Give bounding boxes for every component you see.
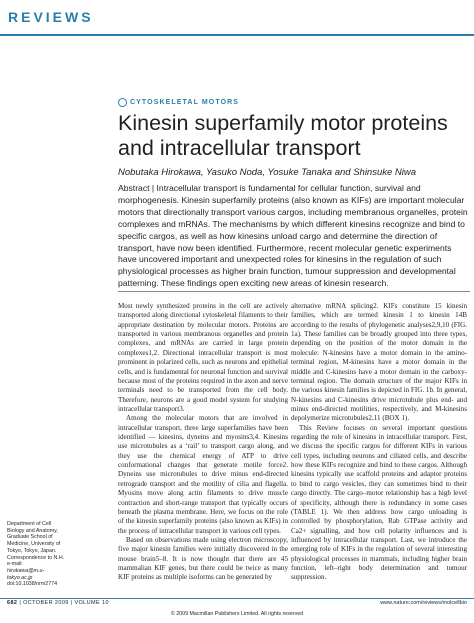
correspondence: Correspondence to N.H. e-mail: xyxy=(7,554,65,568)
author-affiliation-note xyxy=(7,521,67,588)
paragraph: This Review focuses on several important questions regarding the role of kinesins in intracellular transport. First, we discuss the specific cargos for different KIFs in various cell types, including neurons and ciliated cells, and describe how these KIFs recognize and bind to these cargos. Although kinesins typically use scaffold proteins and adaptor proteins to bind to cargo vesicles, they can sometimes bind to their cargo directly. The cargo–motor relationship has a high level of specificity, although there is redundancy in some cases (TABLE 1). We then address how cargo unloading is controlled by phosphorylation, Rab GTPase activity and Ca2+ signalling, and how cell polarity influences and is influenced by intracellular transport. Last, we introduce the emerging role of KIFs in the regulation of several interesting physiological processes in mammals, including higher brain function, left–right body determination and tumour suppression. xyxy=(291,423,467,582)
journal-url[interactable]: www.nature.com/reviews/molcellbio xyxy=(380,600,467,606)
paragraph: Most newly synthesized proteins in the cell are actively transported along directional cytoskeletal filaments to their appropriate destination by molecular motors. Proteins are transported in various membranous organelles and protein complexes, and mRNAs are carried in large protein complexes1,2. Directional intracellular transport is most prominent in polarized cells, such as neurons and epithelial cells, and is fundamental for neuronal function and survival because most of the proteins required in the axon and nerve terminals need to be transported from the cell body. Therefore, neurons are a good model system for studying intracellular transport3. xyxy=(118,302,288,413)
paragraph: Among the molecular motors that are involved in intracellular transport, three large superfamilies have been identified — kinesins, dyneins and myosins3,4. Kinesins use microtubules as a ‘rail’ to transport cargo along, and they use the chemical energy of ATP to drive conformational changes that generate motile force2. Dyneins use microtubules to drive minus end-directed retrograde transport and the motility of cilia and flagella. Myosins move along actin filaments to drive muscle contraction and short-range transport that typically occurs beneath the plasma membrane. Here, we focus on the role of the kinesin superfamily proteins (also known as KIFs) in the process of intracellular transport in various cell types. xyxy=(118,414,288,535)
page-number: 682 xyxy=(7,600,18,606)
affiliation: Department of Cell Biology and Anatomy, Graduate School of Medicine, University of Tokyo, Tokyo, Japan. xyxy=(7,521,61,554)
footer-rule xyxy=(0,598,474,599)
category-tag xyxy=(118,98,239,107)
section-label: REVIEWS xyxy=(8,9,94,25)
article-authors: Nobutaka Hirokawa, Yasuko Noda, Yosuke Tanaka and Shinsuke Niwa xyxy=(118,167,417,178)
doi: doi:10.1038/nrm2774 xyxy=(7,581,58,588)
article-title: Kinesin superfamily motor proteins and intracellular transport xyxy=(118,111,448,160)
header-rule xyxy=(0,34,474,36)
email-link[interactable]: hirokawa@m.u-tokyo.ac.jp xyxy=(7,567,45,581)
body-column-2 xyxy=(291,302,467,583)
journal-header xyxy=(0,0,474,37)
category-ring-icon xyxy=(118,98,127,107)
paragraph: Based on observations made using electron microscopy, five major kinesin families were initially discovered in the mouse brain5–8. It is now thought that there are 45 mammalian KIF genes, but there could be twice as many KIF proteins as multiple isoforms can be generated by xyxy=(118,535,288,582)
abstract-divider xyxy=(118,291,470,292)
issue-info: OCTOBER 2009 | VOLUME 10 xyxy=(23,600,109,606)
paragraph: alternative mRNA splicing2. KIFs constitute 15 kinesin families, which are termed kinesin 1 to kinesin 14B according to the results of phylogenetic analyses2,9,10 (FIG. 1a). These families can be broadly grouped into three types, depending on the position of the motor domain in the molecule: N-kinesins have a motor domain in the amino-terminal region, M-kinesins have a motor domain in the middle and C-kinesins have a motor domain in the carboxy-terminal region. The domain structure of the major KIFs in the various kinesin families is depicted in FIG. 1b. In general, N-kinesins and C-kinesins drive microtubule plus end- and minus end-directed motilities, respectively, and M-kinesins depolymerize microtubules2,11 (BOX 1). xyxy=(291,302,467,423)
copyright-notice: © 2009 Macmillan Publishers Limited. All rights reserved xyxy=(170,611,304,617)
category-label: CYTOSKELETAL MOTORS xyxy=(130,99,240,106)
body-column-1 xyxy=(118,302,288,583)
article-abstract: Abstract | Intracellular transport is fundamental for cellular function, survival and morphogenesis. Kinesin superfamily proteins (also known as KIFs) are important molecular motors that directionally transport various cargos, including membranous organelles, protein complexes and mRNAs. The mechanisms by which different kinesins recognize and bind to specific cargos, as well as how kinesins unload cargo and determine the direction of transport, have now been identified. Furthermore, recent molecular genetic experiments have uncovered important and unexpected roles for kinesins in the regulation of such physiological processes as higher brain function, tumour suppression and developmental patterning. These findings open exciting new areas of kinesin research. xyxy=(118,183,468,289)
footer-issue: 682 | OCTOBER 2009 | VOLUME 10 xyxy=(7,600,109,606)
